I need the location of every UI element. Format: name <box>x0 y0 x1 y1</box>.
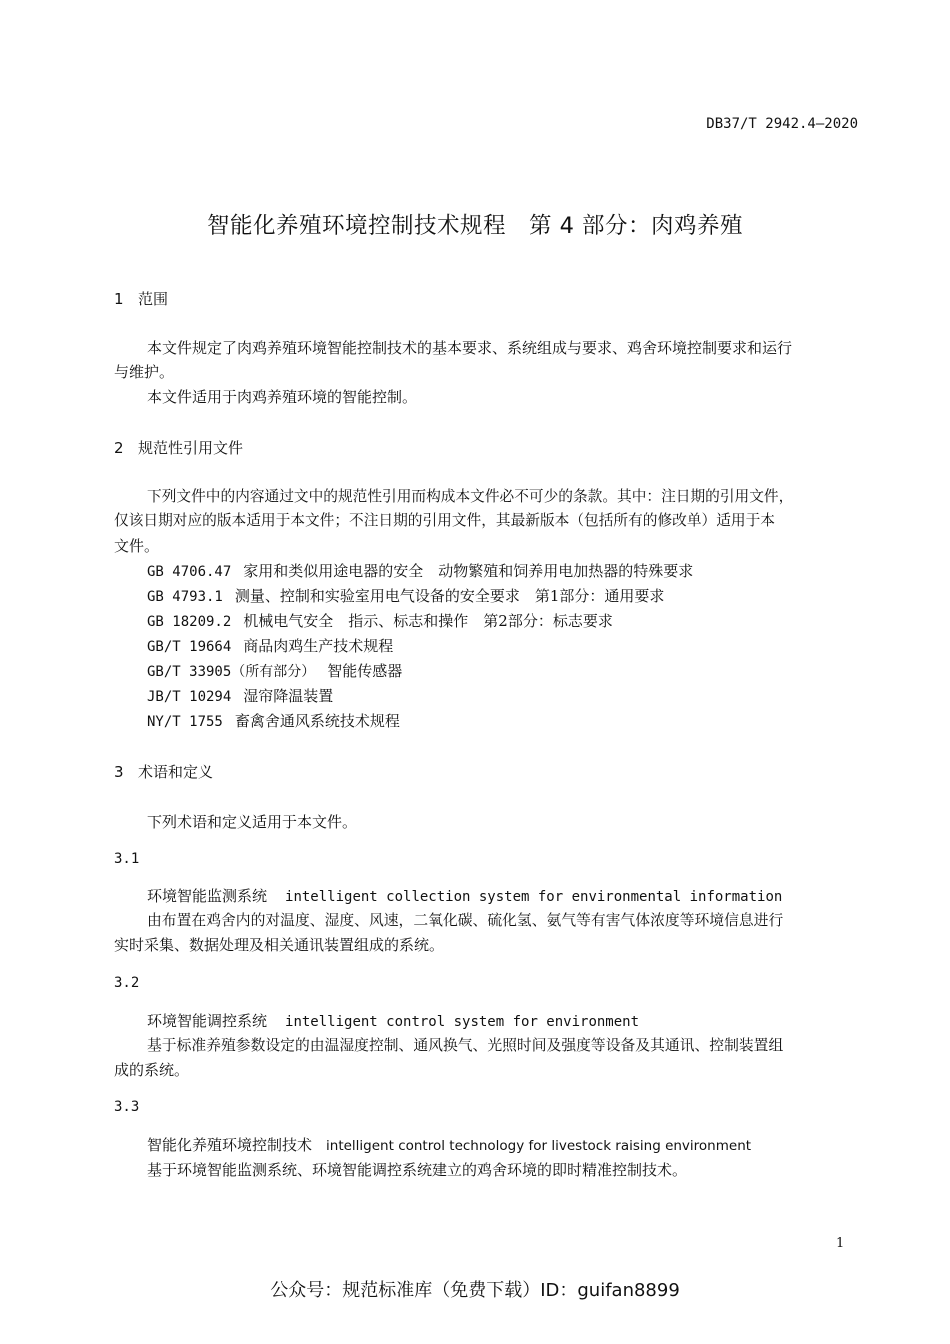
standard-code: DB37/T 2942.4—2020 <box>706 116 858 132</box>
section-title: 规范性引用文件 <box>138 439 244 457</box>
footer-watermark: 公众号：规范标准库（免费下载）ID：guifan8899 <box>270 1280 680 1301</box>
section-2-intro-cont: 仅该日期对应的版本适用于本文件；不注日期的引用文件，其最新版本（包括所有的修改单）适用于本 <box>114 512 775 529</box>
reference-item <box>147 710 400 731</box>
term-definition: 基于标准养殖参数设定的由温湿度控制、通风换气、光照时间及强度等设备及其通讯、控制装置组 <box>147 1037 784 1054</box>
reference-item <box>147 560 693 581</box>
reference-code: NY/T 1755 <box>147 714 223 730</box>
term-number: 3.2 <box>114 975 140 991</box>
term-definition: 基于环境智能监测系统、环境智能调控系统建立的鸡舍环境的即时精准控制技术。 <box>147 1161 688 1179</box>
term-entry <box>147 885 782 906</box>
reference-item <box>147 635 393 656</box>
reference-item <box>147 610 613 631</box>
section-1-paragraph-1-cont: 与维护。 <box>114 363 175 381</box>
section-2-heading <box>114 437 243 458</box>
reference-title: 智能传感器 <box>327 662 403 680</box>
section-2-intro: 下列文件中的内容通过文中的规范性引用而构成本文件必不可少的条款。其中：注日期的引用文件， <box>147 488 794 505</box>
term-entry <box>147 1134 751 1155</box>
term-number: 3.3 <box>114 1099 140 1115</box>
reference-code: GB/T 19664 <box>147 639 232 655</box>
section-number: 1 <box>114 290 124 308</box>
reference-code: GB/T 33905（所有部分） <box>147 664 316 680</box>
reference-code: JB/T 10294 <box>147 689 232 705</box>
section-3-intro: 下列术语和定义适用于本文件。 <box>147 813 358 831</box>
reference-title: 湿帘降温装置 <box>243 687 334 705</box>
term-definition: 由布置在鸡舍内的对温度、湿度、风速，二氧化碳、硫化氢、氨气等有害气体浓度等环境信息进行 <box>147 912 784 929</box>
reference-title: 机械电气安全 指示、标志和操作 第2部分：标志要求 <box>243 612 613 630</box>
reference-item <box>147 585 664 606</box>
reference-code: GB 18209.2 <box>147 614 232 630</box>
reference-title: 家用和类似用途电器的安全 动物繁殖和饲养用电加热器的特殊要求 <box>243 562 694 580</box>
reference-item <box>147 685 333 706</box>
term-entry <box>147 1010 639 1031</box>
reference-item <box>147 660 402 681</box>
reference-title: 畜禽舍通风系统技术规程 <box>234 712 400 730</box>
term-english: intelligent control technology for livestock raising environment <box>326 1138 752 1154</box>
section-1-heading <box>114 288 168 309</box>
term-definition-cont: 实时采集、数据处理及相关通讯装置组成的系统。 <box>114 936 445 954</box>
term-english: intelligent control system for environment <box>285 1014 640 1030</box>
section-3-heading <box>114 761 213 782</box>
term-chinese: 智能化养殖环境控制技术 <box>147 1136 313 1154</box>
section-number: 3 <box>114 763 124 781</box>
reference-title: 商品肉鸡生产技术规程 <box>243 637 394 655</box>
term-chinese: 环境智能监测系统 <box>147 887 268 905</box>
reference-code: GB 4793.1 <box>147 589 223 605</box>
section-1-paragraph-2: 本文件适用于肉鸡养殖环境的智能控制。 <box>147 388 418 406</box>
section-number: 2 <box>114 439 124 457</box>
section-title: 范围 <box>138 290 169 308</box>
reference-code: GB 4706.47 <box>147 564 232 580</box>
reference-title: 测量、控制和实验室用电气设备的安全要求 第1部分：通用要求 <box>234 587 665 605</box>
document-title: 智能化养殖环境控制技术规程 第 4 部分：肉鸡养殖 <box>206 213 744 239</box>
section-title: 术语和定义 <box>138 763 214 781</box>
term-definition-cont: 成的系统。 <box>114 1061 190 1079</box>
term-english: intelligent collection system for environmental information <box>285 889 783 905</box>
term-number: 3.1 <box>114 851 140 867</box>
section-2-intro-end: 文件。 <box>114 537 160 555</box>
page-number: 1 <box>836 1236 845 1251</box>
section-1-paragraph-1: 本文件规定了肉鸡养殖环境智能控制技术的基本要求、系统组成与要求、鸡舍环境控制要求和运行 <box>147 339 793 357</box>
term-chinese: 环境智能调控系统 <box>147 1012 268 1030</box>
